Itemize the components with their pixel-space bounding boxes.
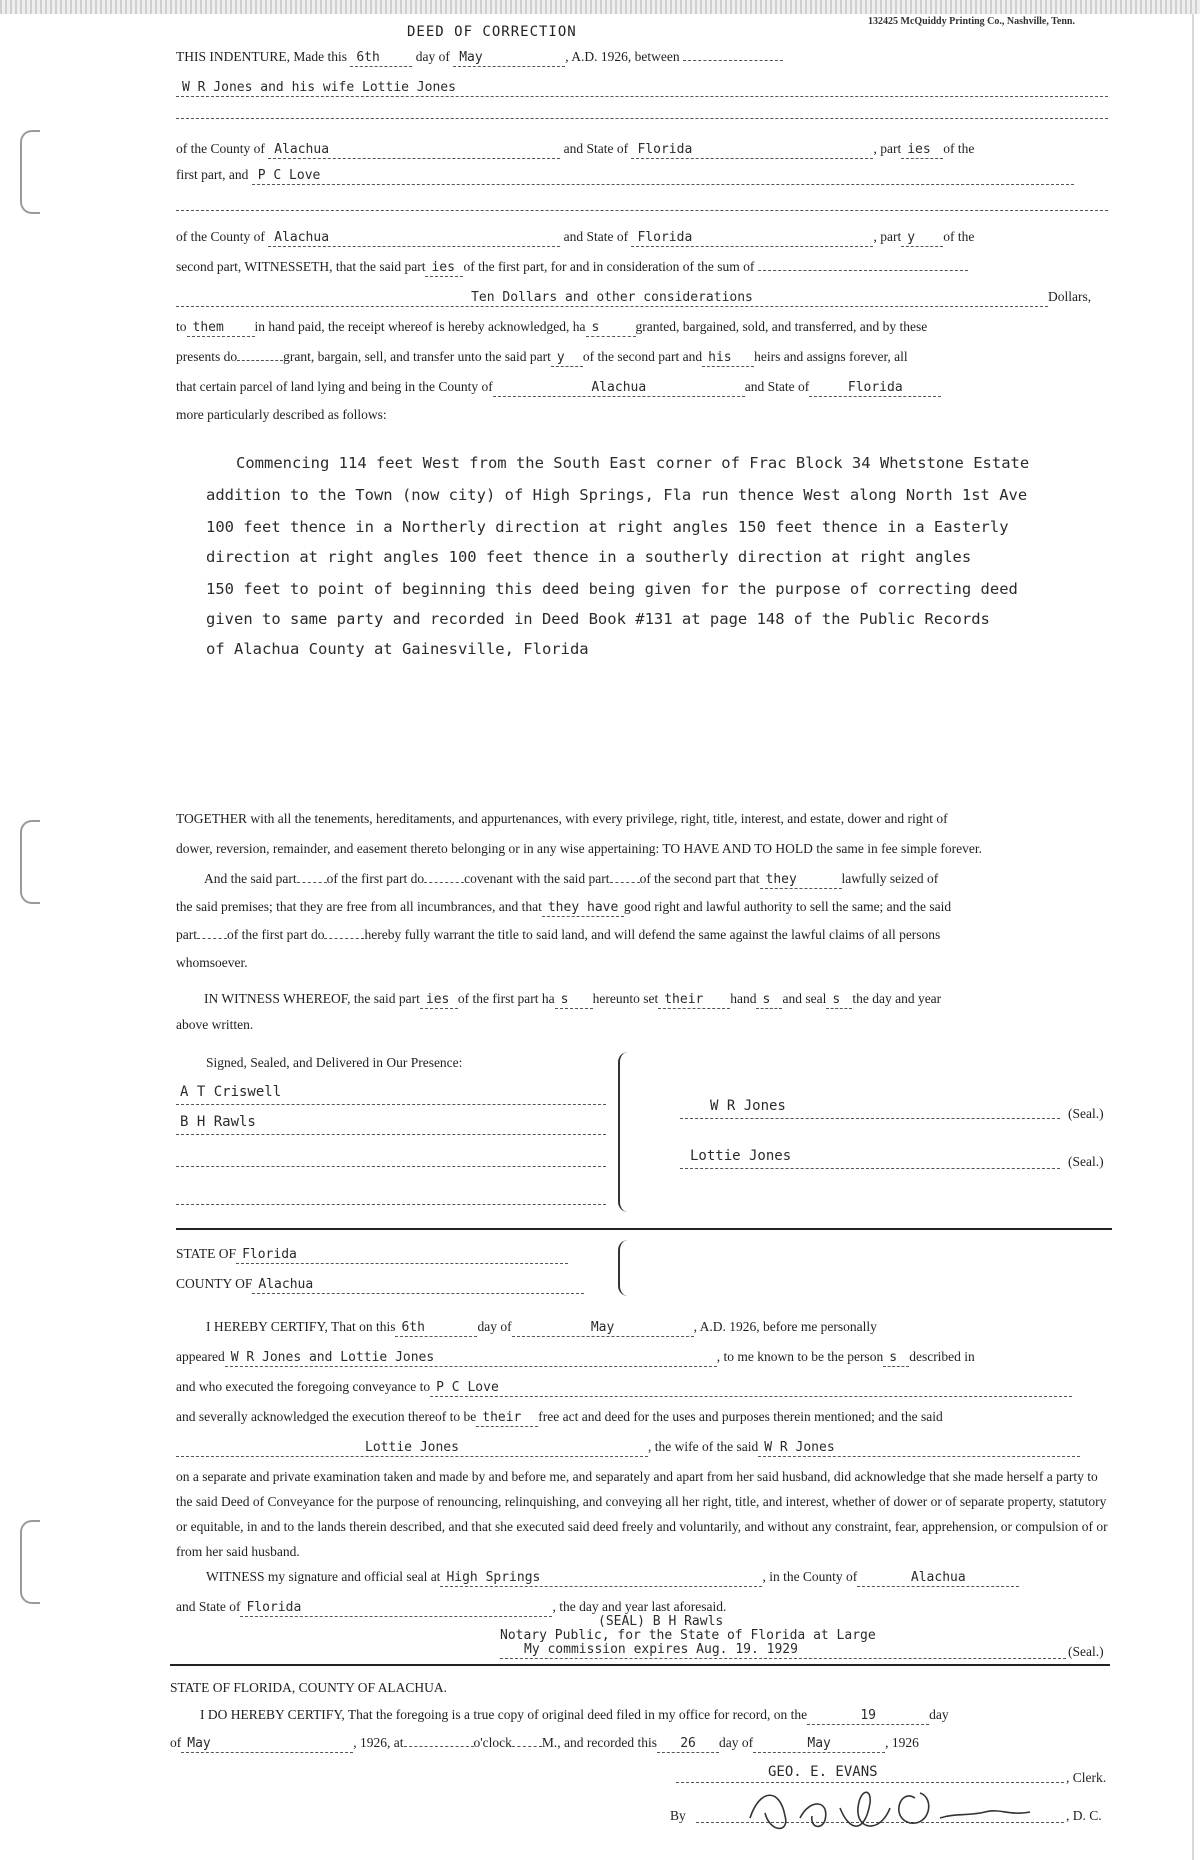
notary-commission: My commission expires Aug. 19. 1929 <box>524 1642 798 1657</box>
page-right-edge <box>1192 14 1194 1860</box>
first-party-state: Florida <box>631 142 873 159</box>
printer-mark: 132425 McQuiddy Printing Co., Nashville, Tenn. <box>868 16 1075 27</box>
ack-paragraph: on a separate and private examination taken and made by and before me, and separately and apart from her said husband, did acknowledge that she made herself a party to the said Deed of Conveyance for the purpose of renouncing, relinquishing, and conveying all her right, title, and interest, whether of dower or of separate property, statutory or equitable, in and to the lands therein described, and that she executed said deed freely and voluntarily, and without any constraint, fear, apprehension, or compulsion of or from her said husband. <box>176 1469 1108 1559</box>
recording-header: STATE OF FLORIDA, COUNTY OF ALACHUA. <box>170 1680 448 1695</box>
notary-seal-name: (SEAL) B H Rawls <box>598 1614 724 1629</box>
ack-witness-line: WITNESS my signature and official seal at High Springs , in the County of Alachua <box>206 1568 1144 1587</box>
witness-1-signature: A T Criswell <box>180 1084 282 1100</box>
ack-state-line: STATE OF Florida <box>176 1246 568 1264</box>
first-party-line <box>176 78 1114 97</box>
indenture-day: 6th <box>350 50 412 67</box>
premises-line: the said premises; that they are free from all incumbrances, and that they have good right and lawful authority to sell the same; and the said <box>176 899 952 915</box>
first-party-name: W R Jones and his wife Lottie Jones <box>176 80 1108 97</box>
clerk-name: GEO. E. EVANS <box>768 1764 878 1780</box>
second-party-line: first part, and P C Love <box>176 166 1114 185</box>
blank-rule-2 <box>176 210 1108 211</box>
parcel-state: Florida <box>809 380 941 397</box>
consideration-sum: Ten Dollars and other considerations <box>176 290 1048 307</box>
ack-wife-line: Lottie Jones , the wife of the said W R Jones <box>176 1438 1114 1457</box>
ack-brace <box>618 1240 634 1296</box>
second-party-county: Alachua <box>268 230 560 247</box>
warrant-line: part of the first part do hereby fully warrant the title to said land, and will defend the same against the lawful claims of all persons <box>176 927 941 942</box>
section-divider <box>170 1664 1110 1666</box>
seal-label: (Seal.) <box>1068 1106 1104 1121</box>
seal-label: (Seal.) <box>1068 1154 1104 1169</box>
above-written: above written. <box>176 1017 254 1032</box>
ack-severally-line: and severally acknowledged the execution thereof to be their free act and deed for the uses and purposes therein mentioned; and the said <box>176 1409 943 1425</box>
clerk-label: , Clerk. <box>1066 1770 1107 1785</box>
witness-2-signature: B H Rawls <box>180 1114 256 1130</box>
indenture-year: 6 <box>621 49 628 64</box>
witnesseth-line: second part, WITNESSETH, that the said part ies of the first part, for and in consideration of the sum of <box>176 258 1114 277</box>
first-party-county-line: of the County of Alachua and State of Florida , part ies of the <box>176 141 975 157</box>
description-line: addition to the Town (now city) of High Springs, Fla run thence West along North 1st Ave <box>206 486 1028 504</box>
description-line: of Alachua County at Gainesville, Florida <box>206 640 589 658</box>
second-party-state: Florida <box>631 230 873 247</box>
ack-appeared-line: appeared W R Jones and Lottie Jones , to me known to be the person s described in <box>176 1349 975 1365</box>
second-party-county-line: of the County of Alachua and State of Florida , part y of the <box>176 229 975 245</box>
first-party-county: Alachua <box>268 142 560 159</box>
binder-hole-middle <box>20 820 40 904</box>
presents-line: presents do grant, bargain, sell, and transfer unto the said part y of the second part and his heirs and assigns forever, all <box>176 349 908 365</box>
dc-label: , D. C. <box>1066 1808 1102 1823</box>
blank-rule <box>176 118 1108 119</box>
seal-label: (Seal.) <box>1068 1644 1104 1659</box>
whomsoever-line: whomsoever. <box>176 955 248 970</box>
by-label: By <box>670 1808 686 1823</box>
recording-certify-line: I DO HEREBY CERTIFY, That the foregoing is a true copy of original deed filed in my office for record, on the 19 day <box>200 1707 949 1723</box>
parcel-line: that certain parcel of land lying and being in the County of Alachua and State of Florida <box>176 378 1114 397</box>
paid-line: to them in hand paid, the receipt whereof is hereby acknowledged, ha s granted, bargained, sold, and transferred, and by these <box>176 319 928 335</box>
sum-line: Ten Dollars and other considerations Dollars, <box>176 288 1114 307</box>
ack-state-year-line: and State of Florida , the day and year last aforesaid. <box>176 1599 727 1615</box>
description-line: Commencing 114 feet West from the South East corner of Frac Block 34 Whetstone Estate <box>236 454 1030 472</box>
ack-certify-line: I HEREBY CERTIFY, That on this 6th day of May , A.D. 1926, before me personally <box>206 1319 877 1335</box>
deputy-clerk-signature-icon <box>740 1778 1060 1838</box>
signer-2-signature: Lottie Jones <box>690 1148 792 1164</box>
recording-date-line: of May , 1926, at o'clock M., and recorded this 26 day of May , 1926 <box>170 1735 919 1751</box>
description-line: 150 feet to point of beginning this deed being given for the purpose of correcting deed <box>206 580 1018 598</box>
section-divider <box>176 1228 1112 1230</box>
notary-title: Notary Public, for the State of Florida at Large <box>500 1628 876 1643</box>
together-line-2: dower, reversion, remainder, and easement thereto belonging or in any wise appertaining: TO HAVE AND TO HOLD the same in fee simple forever. <box>176 841 982 856</box>
second-party-name: P C Love <box>252 168 1074 185</box>
parcel-county: Alachua <box>493 380 745 397</box>
description-line: 100 feet thence in a Northerly direction at right angles 150 feet thence in a Easterly <box>206 518 1009 536</box>
witness-whereof-line: IN WITNESS WHEREOF, the said part ies of the first part ha s hereunto set their hand s and seal s the day and year <box>204 991 942 1007</box>
together-line-1: TOGETHER with all the tenements, hereditaments, and appurtenances, with every privilege, right, title, interest, and estate, dower and right of <box>176 811 948 826</box>
signed-sealed-label: Signed, Sealed, and Delivered in Our Presence: <box>206 1055 463 1070</box>
ack-county-line: COUNTY OF Alachua <box>176 1276 584 1294</box>
description-line: direction at right angles 100 feet thence in a southerly direction at right angles <box>206 548 972 566</box>
described-line: more particularly described as follows: <box>176 407 387 422</box>
signer-1-signature: W R Jones <box>710 1098 786 1114</box>
witness-brace <box>618 1052 634 1212</box>
ack-executed-line: and who executed the foregoing conveyance to P C Love <box>176 1378 1114 1397</box>
indenture-line: THIS INDENTURE, Made this 6th day of May , A.D. 1926, between <box>176 48 1114 67</box>
covenant-line: And the said part of the first part do covenant with the said part of the second part that they lawfully seized of <box>204 871 939 887</box>
indenture-month: May <box>453 50 565 67</box>
scan-top-band <box>0 0 1200 14</box>
binder-hole-bottom <box>20 1520 40 1604</box>
document-title: DEED OF CORRECTION <box>407 24 577 40</box>
binder-hole-top <box>20 130 40 214</box>
description-line: given to same party and recorded in Deed Book #131 at page 148 of the Public Records <box>206 610 990 628</box>
